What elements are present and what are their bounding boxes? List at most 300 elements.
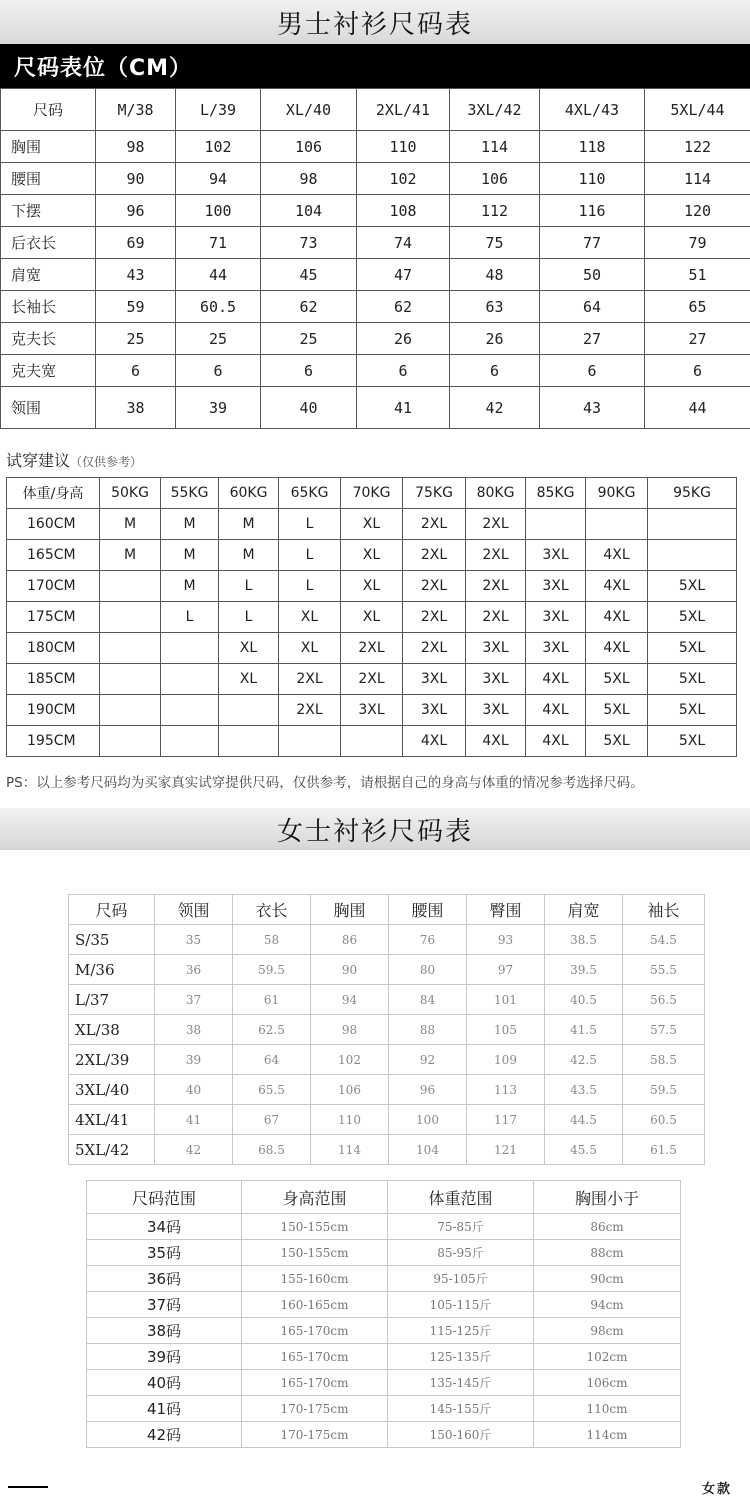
table-cell: 37 [155,985,233,1015]
table-cell: L [161,602,219,633]
table-cell: 106 [450,163,540,195]
table-cell: 3XL [466,695,526,726]
column-header-cell: 65KG [279,478,341,509]
table-cell: 74 [357,227,450,259]
table-cell: 63 [450,291,540,323]
table-row [69,985,705,1015]
table-cell: 57.5 [623,1015,705,1045]
table-cell: 2XL [341,633,403,664]
row-header-cell: 下摆 [1,195,96,227]
table-cell: 2XL [466,571,526,602]
table-cell: 35 [155,925,233,955]
table-cell: 121 [467,1135,545,1165]
table-cell: M [161,509,219,540]
table-cell: 26 [357,323,450,355]
table-cell: XL [279,633,341,664]
table-row [87,1292,681,1318]
table-cell: L [219,571,279,602]
table-cell: 69 [96,227,176,259]
row-header-cell: 克夫宽 [1,355,96,387]
row-header-cell: S/35 [69,925,155,955]
table-cell: 2XL [466,602,526,633]
table-header-row [87,1181,681,1214]
table-cell: 73 [261,227,357,259]
table-cell: M [100,509,161,540]
table-cell: 106 [311,1075,389,1105]
table-row [87,1422,681,1448]
table-cell: 43 [540,387,645,429]
table-row [69,1105,705,1135]
table-cell: 43 [96,259,176,291]
column-header-cell: 领围 [155,895,233,925]
row-header-cell: 5XL/42 [69,1135,155,1165]
table-row [7,664,737,695]
table-cell: 47 [357,259,450,291]
table-cell: 102 [311,1045,389,1075]
table-cell: 115-125斤 [388,1318,534,1344]
fit-label [6,448,142,471]
table-cell: 165-170cm [242,1370,388,1396]
table-cell: 160-165cm [242,1292,388,1318]
table-cell: 60.5 [623,1105,705,1135]
column-header-cell: 90KG [586,478,648,509]
header-corner-cell: 体重/身高 [7,478,100,509]
header-corner-cell: 尺码 [69,895,155,925]
table-cell: 6 [645,355,750,387]
table-cell: 2XL [466,540,526,571]
table-cell [526,509,586,540]
table-cell: 5XL [648,571,737,602]
table-cell: 85-95斤 [388,1240,534,1266]
table-cell: 84 [389,985,467,1015]
table-row [69,925,705,955]
row-header-cell: 39码 [87,1344,242,1370]
unit-bar [0,44,750,88]
table-cell: 5XL [648,726,737,757]
table-cell: 39 [176,387,261,429]
row-header-cell: 175CM [7,602,100,633]
table-cell: 42.5 [545,1045,623,1075]
table-cell: 4XL [586,571,648,602]
table-cell: 42 [450,387,540,429]
table-cell: 114 [645,163,750,195]
table-cell: 25 [96,323,176,355]
women-range-table [86,1180,681,1448]
table-cell: 106 [261,131,357,163]
row-header-cell: 40码 [87,1370,242,1396]
table-cell: 6 [357,355,450,387]
fit-title: 试穿建议 [6,451,71,470]
table-cell: 67 [233,1105,311,1135]
table-cell: 2XL [403,571,466,602]
row-header-cell: 肩宽 [1,259,96,291]
row-header-cell: 165CM [7,540,100,571]
table-row [69,1135,705,1165]
table-cell: 40 [261,387,357,429]
row-header-cell: 胸围 [1,131,96,163]
table-cell: 2XL [341,664,403,695]
table-cell: 117 [467,1105,545,1135]
table-cell [100,602,161,633]
table-cell: 5XL [648,664,737,695]
table-cell: 6 [450,355,540,387]
unit-label: 尺码表位（CM） [14,55,193,81]
fit-note: （仅供参考） [70,455,143,469]
table-row [87,1214,681,1240]
table-cell: 100 [176,195,261,227]
table-cell: 41.5 [545,1015,623,1045]
table-cell: 90 [96,163,176,195]
table-cell: 61 [233,985,311,1015]
table-cell: 6 [540,355,645,387]
table-cell: L [279,509,341,540]
table-cell: 94 [176,163,261,195]
column-header-cell: 55KG [161,478,219,509]
table-cell: 56.5 [623,985,705,1015]
column-header-cell: 5XL/44 [645,89,750,131]
table-cell: 26 [450,323,540,355]
table-row [87,1318,681,1344]
table-cell: 125-135斤 [388,1344,534,1370]
table-cell: 105-115斤 [388,1292,534,1318]
row-header-cell: 41码 [87,1396,242,1422]
fit-table [6,477,737,757]
column-header-cell: L/39 [176,89,261,131]
column-header-cell: 70KG [341,478,403,509]
table-cell: 61.5 [623,1135,705,1165]
table-cell: 38 [96,387,176,429]
table-cell: 165-170cm [242,1344,388,1370]
table-cell: 135-145斤 [388,1370,534,1396]
table-cell [161,633,219,664]
table-cell: M [219,509,279,540]
table-cell: 3XL [466,664,526,695]
table-row [1,195,750,227]
table-cell: 4XL [526,695,586,726]
table-cell: 6 [176,355,261,387]
table-cell: L [219,602,279,633]
table-cell: 110 [540,163,645,195]
column-header-cell: M/38 [96,89,176,131]
table-cell: XL [341,540,403,571]
table-cell: 54.5 [623,925,705,955]
table-cell: 5XL [648,633,737,664]
table-cell: 2XL [279,664,341,695]
column-header-cell: 4XL/43 [540,89,645,131]
row-header-cell: 180CM [7,633,100,664]
table-cell: 65 [645,291,750,323]
row-header-cell: 4XL/41 [69,1105,155,1135]
table-cell: XL [341,571,403,602]
table-cell: 39 [155,1045,233,1075]
table-cell: 4XL [526,664,586,695]
women-title-bar [0,808,750,850]
column-header-cell: XL/40 [261,89,357,131]
table-cell: 77 [540,227,645,259]
table-cell: 113 [467,1075,545,1105]
table-row [1,355,750,387]
table-row [7,571,737,602]
table-cell: 88 [389,1015,467,1045]
row-header-cell: 34码 [87,1214,242,1240]
row-header-cell: 克夫长 [1,323,96,355]
column-header-cell: 50KG [100,478,161,509]
men-title: 男士衬衫尺码表 [276,9,473,40]
table-cell: 62 [357,291,450,323]
table-cell: 109 [467,1045,545,1075]
table-header-row [69,895,705,925]
row-header-cell: 腰围 [1,163,96,195]
column-header-cell: 肩宽 [545,895,623,925]
table-cell: 48 [450,259,540,291]
table-cell: 3XL [403,695,466,726]
table-cell: 44.5 [545,1105,623,1135]
table-cell: 64 [540,291,645,323]
table-cell: 93 [467,925,545,955]
table-row [87,1240,681,1266]
table-cell: 58.5 [623,1045,705,1075]
table-row [7,726,737,757]
table-cell: 86cm [534,1214,681,1240]
header-corner-cell: 尺码范围 [87,1181,242,1214]
table-cell: M [100,540,161,571]
table-row [1,227,750,259]
table-cell: 88cm [534,1240,681,1266]
row-header-cell: 37码 [87,1292,242,1318]
table-cell: 100 [389,1105,467,1135]
table-cell: 2XL [466,509,526,540]
table-cell: 25 [176,323,261,355]
column-header-cell: 60KG [219,478,279,509]
table-cell: 64 [233,1045,311,1075]
column-header-cell: 80KG [466,478,526,509]
table-cell: 112 [450,195,540,227]
table-cell: 150-155cm [242,1240,388,1266]
table-cell: 114 [311,1135,389,1165]
table-cell: 42 [155,1135,233,1165]
table-cell: 3XL [526,540,586,571]
women-title: 女士衬衫尺码表 [276,816,473,847]
table-cell: 120 [645,195,750,227]
table-cell: 39.5 [545,955,623,985]
table-cell: 3XL [526,602,586,633]
table-row [69,1015,705,1045]
table-cell: 94 [311,985,389,1015]
table-cell: 55.5 [623,955,705,985]
table-header-row [1,89,750,131]
table-cell: 2XL [403,602,466,633]
table-row [1,387,750,429]
table-cell: 102 [357,163,450,195]
table-cell: 3XL [466,633,526,664]
table-cell: 44 [645,387,750,429]
table-cell: 71 [176,227,261,259]
table-cell: 4XL [466,726,526,757]
table-cell: 96 [96,195,176,227]
table-cell [100,633,161,664]
table-cell: 155-160cm [242,1266,388,1292]
table-cell: 145-155斤 [388,1396,534,1422]
table-cell: 95-105斤 [388,1266,534,1292]
column-header-cell: 95KG [648,478,737,509]
table-cell [100,571,161,602]
table-cell: 94cm [534,1292,681,1318]
table-cell: 105 [467,1015,545,1045]
table-cell: 96 [389,1075,467,1105]
row-header-cell: 42码 [87,1422,242,1448]
table-cell: 40 [155,1075,233,1105]
row-header-cell: 36码 [87,1266,242,1292]
table-cell [219,726,279,757]
women-size-table [68,894,705,1165]
table-cell: 98 [96,131,176,163]
table-cell: 41 [357,387,450,429]
table-row [1,291,750,323]
table-cell: 36 [155,955,233,985]
table-cell: 41 [155,1105,233,1135]
table-cell: 38 [155,1015,233,1045]
men-title-bar [0,0,750,44]
row-header-cell: XL/38 [69,1015,155,1045]
table-cell: 3XL [403,664,466,695]
table-cell: 104 [389,1135,467,1165]
column-header-cell: 2XL/41 [357,89,450,131]
table-header-row [7,478,737,509]
table-cell [586,509,648,540]
table-cell: 2XL [403,633,466,664]
table-cell: 2XL [403,540,466,571]
header-corner-cell: 尺码 [1,89,96,131]
table-cell: M [219,540,279,571]
table-cell: 110 [357,131,450,163]
table-cell: 118 [540,131,645,163]
table-cell: 27 [645,323,750,355]
table-cell: 59.5 [233,955,311,985]
table-row [87,1266,681,1292]
table-cell: 86 [311,925,389,955]
table-cell: 110cm [534,1396,681,1422]
table-cell: 90cm [534,1266,681,1292]
table-cell: 116 [540,195,645,227]
column-header-cell: 85KG [526,478,586,509]
table-cell: 98 [261,163,357,195]
table-cell: 4XL [586,602,648,633]
table-cell: 75 [450,227,540,259]
table-cell: 3XL [526,633,586,664]
row-header-cell: 35码 [87,1240,242,1266]
table-cell: 2XL [403,509,466,540]
table-cell: 59 [96,291,176,323]
table-cell: 6 [96,355,176,387]
footer-label: 女款 [701,1482,732,1497]
table-cell: 165-170cm [242,1318,388,1344]
table-cell: 50 [540,259,645,291]
table-cell: 150-160斤 [388,1422,534,1448]
table-row [7,695,737,726]
table-cell: XL [341,602,403,633]
table-cell: 114 [450,131,540,163]
table-cell: 5XL [586,726,648,757]
column-header-cell: 胸围 [311,895,389,925]
table-cell: 106cm [534,1370,681,1396]
table-row [87,1396,681,1422]
table-row [1,163,750,195]
table-cell: 6 [261,355,357,387]
table-cell: 4XL [403,726,466,757]
table-cell: 90 [311,955,389,985]
table-cell: 98cm [534,1318,681,1344]
table-cell: 170-175cm [242,1422,388,1448]
column-header-cell: 袖长 [623,895,705,925]
table-cell: 2XL [279,695,341,726]
table-cell: XL [341,509,403,540]
table-cell: 3XL [526,571,586,602]
table-cell: 51 [645,259,750,291]
row-header-cell: 长袖长 [1,291,96,323]
table-cell: 5XL [586,695,648,726]
men-size-table [0,88,750,429]
table-cell: 108 [357,195,450,227]
table-cell [100,695,161,726]
table-cell: 43.5 [545,1075,623,1105]
table-cell [161,695,219,726]
table-cell: 5XL [648,695,737,726]
table-cell: 45 [261,259,357,291]
table-cell: 76 [389,925,467,955]
table-cell [161,726,219,757]
row-header-cell: 185CM [7,664,100,695]
row-header-cell: 3XL/40 [69,1075,155,1105]
table-cell: M [161,540,219,571]
table-row [7,602,737,633]
table-cell: 101 [467,985,545,1015]
row-header-cell: M/36 [69,955,155,985]
table-cell: 62.5 [233,1015,311,1045]
table-cell: 68.5 [233,1135,311,1165]
table-cell: 25 [261,323,357,355]
row-header-cell: 后衣长 [1,227,96,259]
table-cell: 150-155cm [242,1214,388,1240]
table-cell: 122 [645,131,750,163]
table-cell: 97 [467,955,545,985]
table-cell: 62 [261,291,357,323]
table-cell: 79 [645,227,750,259]
table-cell: 45.5 [545,1135,623,1165]
table-cell: 80 [389,955,467,985]
table-row [87,1344,681,1370]
row-header-cell: 190CM [7,695,100,726]
table-row [1,323,750,355]
column-header-cell: 75KG [403,478,466,509]
table-row [1,259,750,291]
table-cell [219,695,279,726]
table-cell: M [161,571,219,602]
row-header-cell: 160CM [7,509,100,540]
table-cell: 104 [261,195,357,227]
table-cell [648,509,737,540]
column-header-cell: 3XL/42 [450,89,540,131]
table-cell: 44 [176,259,261,291]
table-cell: 5XL [648,602,737,633]
table-row [69,1045,705,1075]
table-cell [100,726,161,757]
row-header-cell: 领围 [1,387,96,429]
table-cell [100,664,161,695]
table-row [1,131,750,163]
table-cell: XL [219,633,279,664]
row-header-cell: L/37 [69,985,155,1015]
column-header-cell: 体重范围 [388,1181,534,1214]
